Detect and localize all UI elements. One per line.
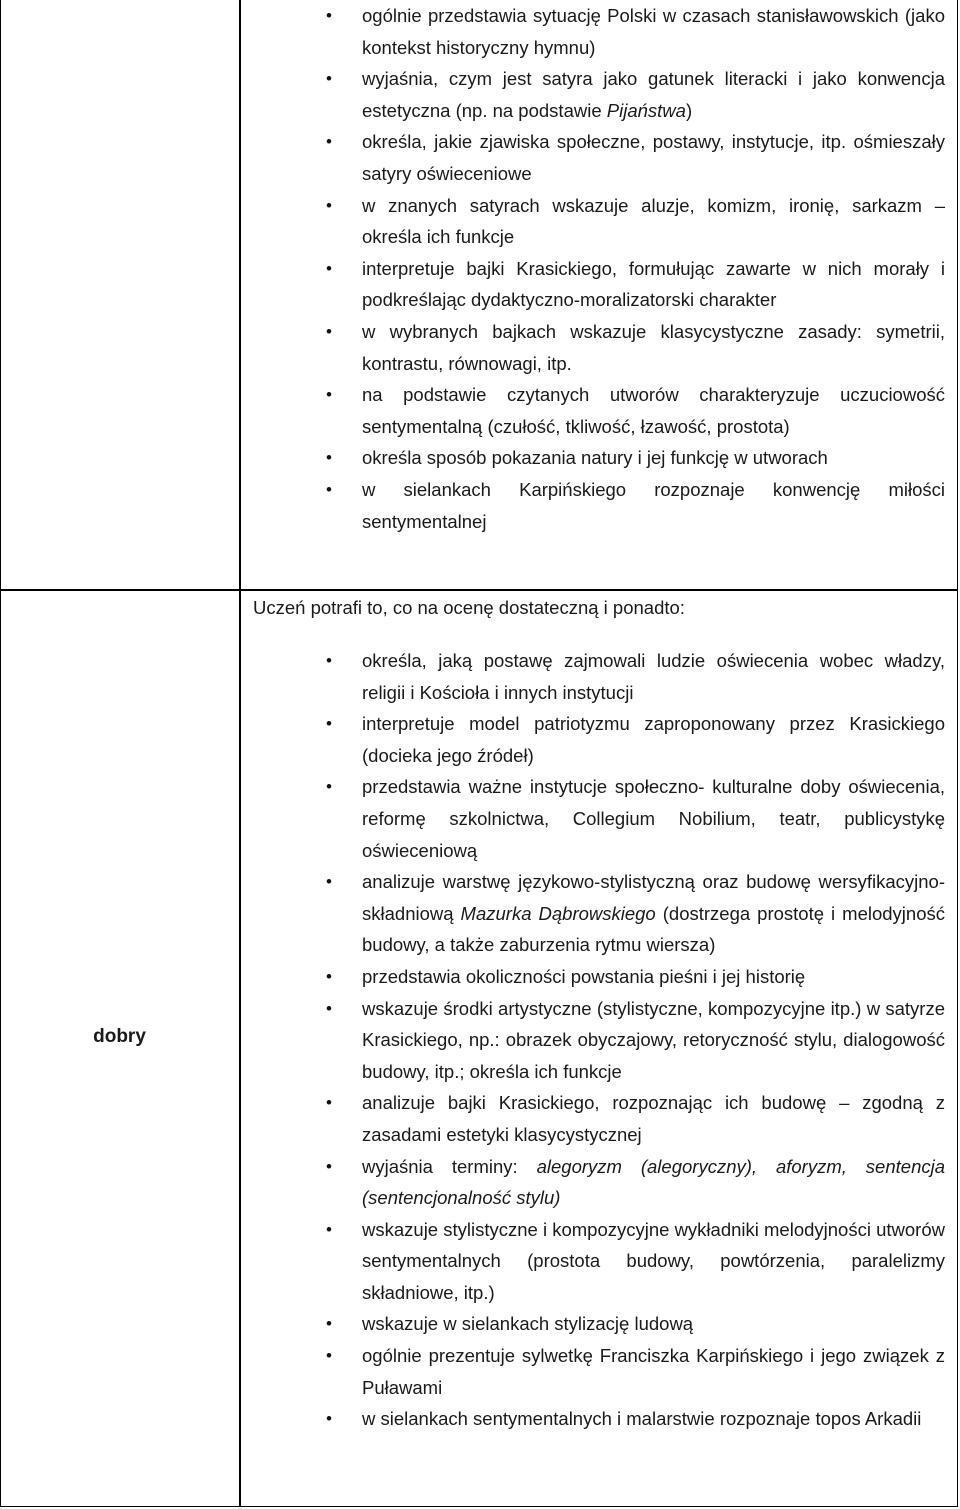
item-text: interpretuje bajki Krasickiego, formułując zawarte w nich morały i podkreślając dydaktyczno-moralizatorski charakter [362,257,945,311]
item-text: ) [685,99,693,121]
list-item [362,1403,945,1435]
item-text: analizuje warstwę językowo-stylistyczną oraz budowę wersyfikacyjno-składniową [362,871,945,924]
list-item [362,1087,945,1150]
item-text: określa sposób pokazania natury i jej funkcję w utworach [362,447,828,469]
list-item [362,253,945,316]
item-text: na podstawie czytanych utworów charakteryzuje uczuciowość sentymentalną (czułość, tkliwość, łzawość, prostota) [362,384,945,437]
list-item [362,126,945,189]
item-text: określa, jaką postawę zajmowali ludzie oświecenia wobec władzy, religii i Kościoła i innych instytucji [362,650,945,703]
item-text: wskazuje środki artystyczne (stylistyczne, kompozycyjne itp.) w satyrze Krasickiego, np.: obrazek obyczajowy, retoryczność stylu, dialogowość budowy, itp.; określa ich funkcje [362,997,945,1082]
item-text: przedstawia okoliczności powstania pieśni i jej historię [362,965,806,987]
good-grade-requirements-list [362,645,945,1435]
item-text: wskazuje w sielankach stylizację ludową [362,1313,694,1335]
item-text: ogólnie przedstawia sytuację Polski w czasach stanisławowskich (jako kontekst historyczny hymnu) [362,5,945,58]
list-item [362,0,945,63]
list-item [362,708,945,771]
item-text: wyjaśnia terminy: [362,1155,537,1177]
list-item [362,442,945,474]
italic-text: Pijaństwa [606,99,686,121]
row-divider [0,589,958,591]
list-item [362,1308,945,1340]
item-text: w wybranych bajkach wskazuje klasycystyczne zasady: symetrii, kontrastu, równowagi, itp. [362,320,945,374]
item-text: wyjaśnia, czym jest satyra jako gatunek literacki i jako konwencja estetyczna (np. na podstawie [362,68,945,121]
list-item [362,474,945,537]
top-requirements-list [362,0,945,537]
grade-label: dobry [93,1026,146,1047]
grade-intro: Uczeń potrafi to, co na ocenę dostateczną i ponadto: [253,597,685,618]
item-text: analizuje bajki Krasickiego, rozpoznając ich budowę – zgodną z zasadami estetyki klasycystycznej [362,1092,945,1145]
italic-text: Mazurka Dąbrowskiego [460,902,656,924]
list-item [362,1151,945,1214]
list-item [362,63,945,126]
list-item [362,379,945,442]
list-item [362,771,945,866]
list-item [362,645,945,708]
italic-text: alegoryzm (alegoryczny), aforyzm, sentencja (sentencjonalność stylu) [362,1155,946,1209]
list-item [362,1340,945,1403]
item-text: ogólnie prezentuje sylwetkę Franciszka Karpińskiego i jego związek z Puławami [362,1345,945,1398]
item-text: w sielankach sentymentalnych i malarstwie rozpoznaje topos Arkadii [362,1408,922,1430]
list-item [362,1214,945,1309]
item-text: (dostrzega prostotę i melodyjność budowy, a także zaburzenia rytmu wiersza) [362,902,945,956]
item-text: interpretuje model patriotyzmu zaproponowany przez Krasickiego (docieka jego źródeł) [362,713,945,766]
list-item [362,866,945,961]
item-text: przedstawia ważne instytucje społeczno- kulturalne doby oświecenia, reformę szkolnictwa, Collegium Nobilium, teatr, publicystykę oświeceniową [362,776,945,861]
item-text: określa, jakie zjawiska społeczne, postawy, instytucje, itp. ośmieszały satyry oświeceniowe [362,131,945,184]
list-item [362,316,945,379]
column-divider [239,0,241,1507]
list-item [362,190,945,253]
list-item [362,993,945,1088]
item-text: wskazuje stylistyczne i kompozycyjne wykładniki melodyjności utworów sentymentalnych (prostota budowy, powtórzenia, paralelizmy składniowe, itp.) [362,1218,945,1303]
list-item [362,961,945,993]
item-text: w sielankach Karpińskiego rozpoznaje konwencję miłości sentymentalnej [362,478,945,532]
item-text: w znanych satyrach wskazuje aluzje, komizm, ironię, sarkazm – określa ich funkcje [362,194,945,248]
